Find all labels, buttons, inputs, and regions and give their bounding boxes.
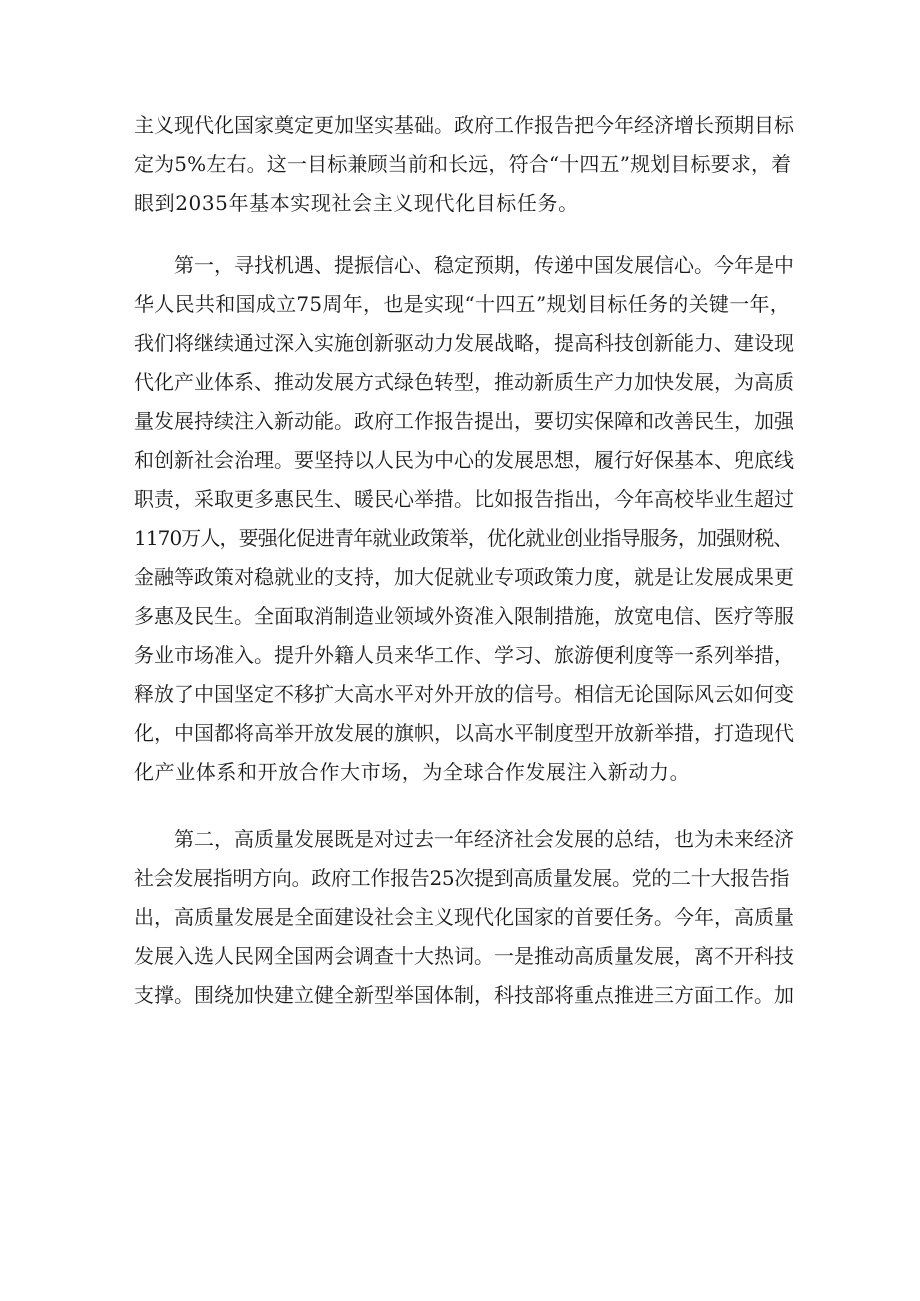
- paragraph-2-line: 化产业体系和开放合作大市场，为全球合作发展注入新动力。: [134, 760, 691, 784]
- paragraph-1-line: 主义现代化国家奠定更加坚实基础。政府工作报告把今年经济增长预期目标: [134, 113, 794, 137]
- paragraph-3-line: 支撑。围绕加快建立健全新型举国体制，科技部将重点推进三方面工作。加: [134, 983, 794, 1007]
- paragraph-2-line: 1170万人，要强化促进青年就业政策举，优化就业创业指导服务，加强财税、: [134, 526, 793, 550]
- paragraph-1-line: 眼到2035年基本实现社会主义现代化目标任务。: [134, 191, 579, 215]
- paragraph-2-line: 我们将继续通过深入实施创新驱动力发展战略，提高科技创新能力、建设现: [134, 331, 794, 355]
- paragraph-2-line: 务业市场准入。提升外籍人员来华工作、学习、旅游便利度等一系列举措，: [134, 643, 794, 667]
- paragraph-2-line: 华人民共和国成立75周年，也是实现“十四五”规划目标任务的关键一年，: [134, 292, 791, 316]
- paragraph-1-line: 定为5%左右。这一目标兼顾当前和长远，符合“十四五”规划目标要求，着: [134, 152, 792, 176]
- paragraph-3-line: 第二，高质量发展既是对过去一年经济社会发展的总结，也为未来经济: [174, 827, 794, 851]
- paragraph-2-line: 多惠及民生。全面取消制造业领域外资准入限制措施，放宽电信、医疗等服: [134, 604, 794, 628]
- paragraph-2-line: 量发展持续注入新动能。政府工作报告提出，要切实保障和改善民生，加强: [134, 409, 794, 433]
- paragraph-2-line: 金融等政策对稳就业的支持，加大促就业专项政策力度，就是让发展成果更: [134, 565, 794, 589]
- paragraph-2-line: 和创新社会治理。要坚持以人民为中心的发展思想，履行好保基本、兜底线: [134, 448, 794, 472]
- paragraph-3-line: 出，高质量发展是全面建设社会主义现代化国家的首要任务。今年，高质量: [134, 905, 794, 929]
- paragraph-3-line: 发展入选人民网全国两会调查十大热词。一是推动高质量发展，离不开科技: [134, 944, 794, 968]
- paragraph-2-line: 化，中国都将高举开放发展的旗帜，以高水平制度型开放新举措，打造现代: [134, 721, 794, 745]
- paragraph-2-line: 代化产业体系、推动发展方式绿色转型，推动新质生产力加快发展，为高质: [134, 370, 794, 394]
- paragraph-2-line: 释放了中国坚定不移扩大高水平对外开放的信号。相信无论国际风云如何变: [134, 682, 794, 706]
- paragraph-2-line: 第一，寻找机遇、提振信心、稳定预期，传递中国发展信心。今年是中: [174, 253, 794, 277]
- paragraph-3-line: 社会发展指明方向。政府工作报告25次提到高质量发展。党的二十大报告指: [134, 866, 790, 890]
- paragraph-2-line: 职责，采取更多惠民生、暖民心举措。比如报告指出，今年高校毕业生超过: [134, 487, 794, 511]
